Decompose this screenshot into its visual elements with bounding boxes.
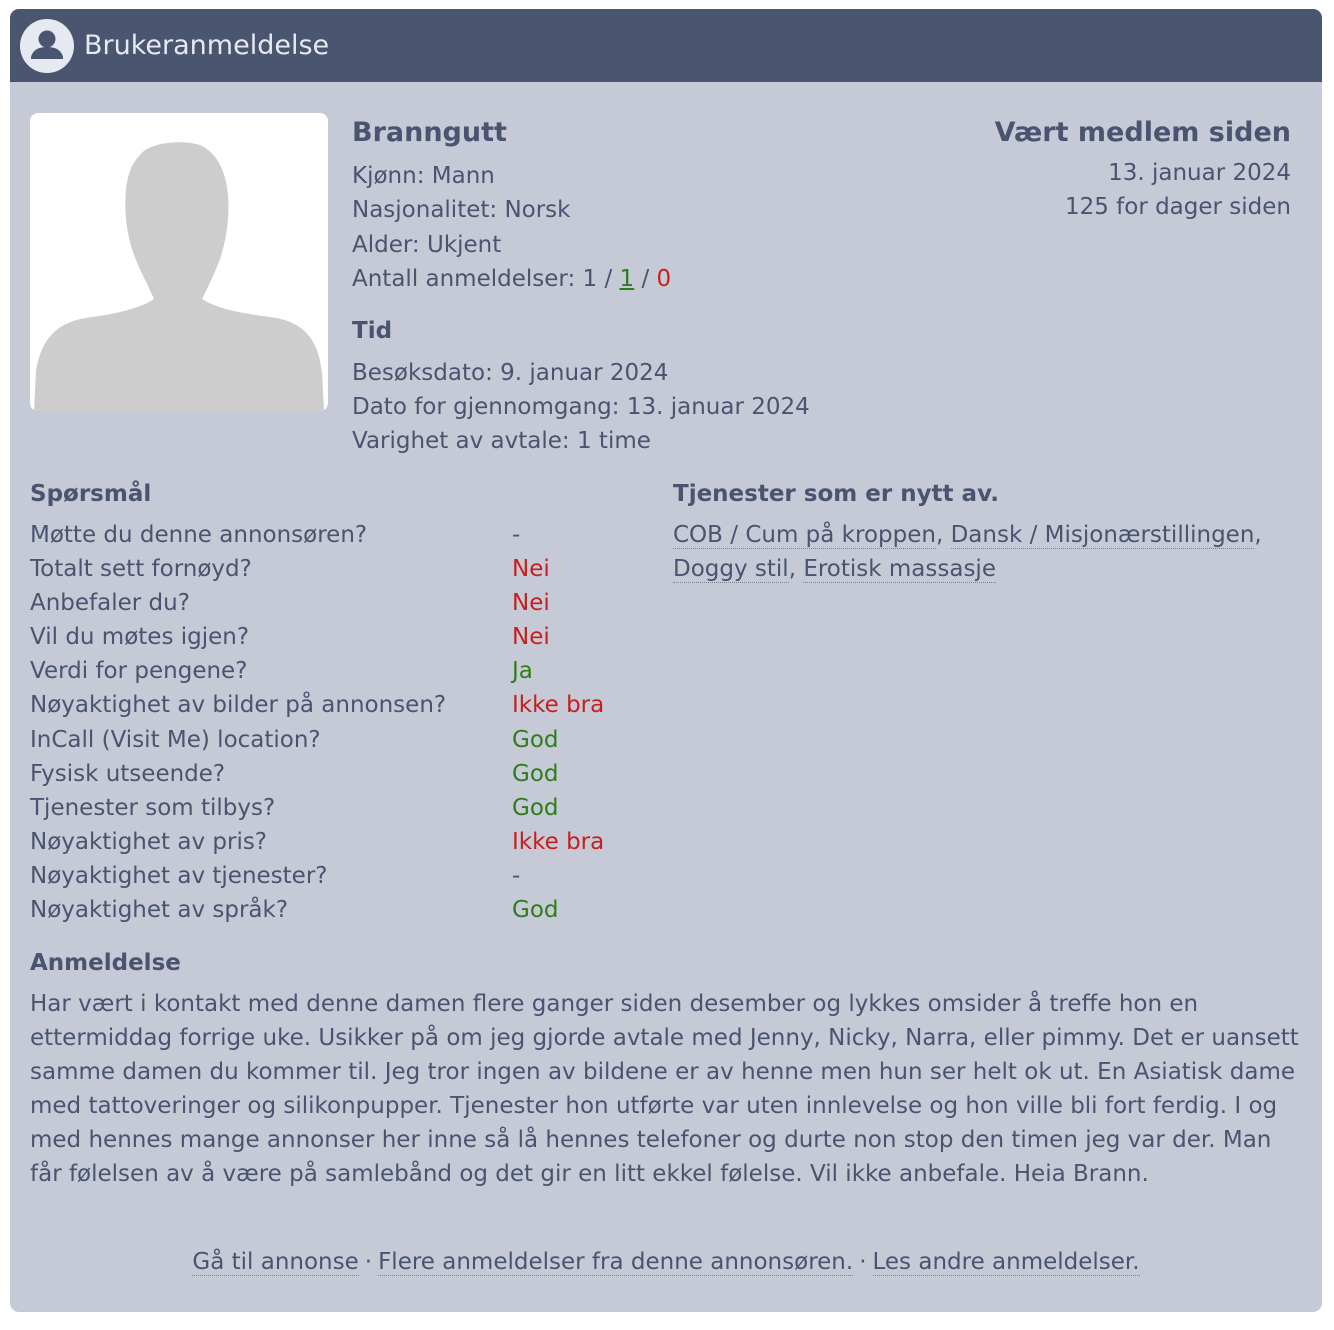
question-label: Møtte du denne annonsøren? — [30, 522, 368, 548]
question-row — [30, 757, 650, 791]
question-answer: Ja — [512, 658, 533, 685]
age: Alder: Ukjent — [352, 231, 502, 258]
footer-separator: · — [859, 1249, 867, 1275]
member-since-title: Vært medlem siden — [994, 117, 1291, 148]
review-count — [352, 262, 671, 296]
member-since-days: 125 for dager siden — [1064, 194, 1291, 221]
question-answer: Nei — [512, 624, 550, 651]
time-info — [352, 356, 810, 458]
member-since — [995, 117, 1291, 225]
footer-link[interactable]: Gå til annonse — [192, 1249, 359, 1275]
person-silhouette-icon — [30, 113, 328, 411]
time-title: Tid — [352, 318, 393, 344]
questions-list — [30, 518, 650, 927]
question-label: InCall (Visit Me) location? — [30, 726, 321, 753]
service-link[interactable]: COB / Cum på kroppen — [673, 522, 936, 548]
question-row — [30, 586, 650, 620]
question-row — [30, 825, 650, 859]
service-separator: , — [1254, 522, 1262, 548]
user-circle-icon — [20, 19, 74, 73]
question-row — [30, 654, 650, 688]
question-row — [30, 723, 650, 757]
question-answer: Ikke bra — [512, 828, 605, 855]
visit-date: Besøksdato: 9. januar 2024 — [352, 360, 669, 386]
question-label: Nøyaktighet av pris? — [30, 828, 268, 855]
questions-title: Spørsmål — [30, 481, 152, 507]
service-link[interactable]: Doggy stil — [673, 556, 789, 582]
review-date: Dato for gjennomgang: 13. januar 2024 — [352, 394, 810, 420]
duration: Varighet av avtale: 1 time — [352, 428, 651, 454]
question-row — [30, 791, 650, 825]
question-row — [30, 893, 650, 927]
user-name: Branngutt — [352, 117, 507, 148]
question-row — [30, 859, 650, 893]
footer-link[interactable]: Les andre anmeldelser. — [872, 1249, 1140, 1275]
services-title: Tjenester som er nytt av. — [673, 481, 999, 507]
question-label: Fysisk utseende? — [30, 760, 226, 787]
service-link[interactable]: Dansk / Misjonærstillingen — [950, 522, 1255, 548]
question-label: Vil du møtes igjen? — [30, 624, 250, 651]
question-answer: - — [512, 522, 521, 548]
question-label: Verdi for pengene? — [30, 658, 248, 685]
question-answer: God — [512, 794, 559, 821]
question-answer: Nei — [512, 590, 550, 617]
question-label: Tjenester som tilbys? — [30, 794, 276, 821]
review-card — [10, 9, 1322, 1312]
review-title: Anmeldelse — [30, 950, 181, 976]
question-row — [30, 552, 650, 586]
question-answer: Nei — [512, 556, 550, 583]
question-answer: God — [512, 760, 559, 787]
profile-info — [352, 159, 671, 296]
question-answer: God — [512, 726, 559, 753]
service-separator: , — [935, 522, 951, 548]
question-row — [30, 688, 650, 722]
question-answer: God — [512, 897, 559, 924]
review-count-label: Antall anmeldelser: 1 / — [352, 265, 620, 292]
nationality: Nasjonalitet: Norsk — [352, 197, 571, 224]
review-count-sep: / — [634, 265, 657, 292]
service-link[interactable]: Erotisk massasje — [803, 556, 996, 582]
question-label: Anbefaler du? — [30, 590, 190, 617]
review-text: Har vært i kontakt med denne damen flere ganger siden desember og lykkes omsider å treffe hon en ettermiddag forrige uke. Usikker på om jeg gjorde avtale med Jenny, Nicky, Narra, eller pimmy. Det er uansett samme damen du kommer til. Jeg tror ingen av bildene er av henne men hun ser helt ok ut. En Asiatisk dame med tattoveringer og silikonpupper. Tjenester hon utførte var uten innlevelse og hon ville bli fort ferdig. I og med hennes mange annonser her inne så lå hennes telefoner og durte non stop den timen jeg var der. Man får følelsen av å være på samlebånd og det gir en litt ekkel følelse. Vil ikke anbefale. Heia Brann. — [30, 991, 1299, 1188]
footer-separator: · — [364, 1249, 373, 1275]
header-bar — [10, 9, 1322, 82]
review-count-positive[interactable]: 1 — [619, 265, 635, 292]
question-answer: Ikke bra — [512, 692, 605, 719]
footer-link[interactable]: Flere anmeldelser fra denne annonsøren. — [378, 1249, 854, 1275]
services-list — [673, 518, 1293, 586]
header-title: Brukeranmeldelse — [84, 30, 330, 61]
review-count-negative: 0 — [656, 265, 672, 292]
member-since-date: 13. januar 2024 — [1108, 160, 1291, 186]
question-label: Nøyaktighet av bilder på annonsen? — [30, 692, 447, 719]
question-label: Totalt sett fornøyd? — [30, 556, 252, 583]
question-answer: - — [512, 862, 521, 889]
gender: Kjønn: Mann — [352, 163, 495, 189]
question-row — [30, 620, 650, 654]
service-separator: , — [788, 556, 804, 582]
question-label: Nøyaktighet av tjenester? — [30, 862, 328, 889]
question-row — [30, 518, 650, 552]
avatar — [30, 113, 328, 411]
footer-links — [10, 1249, 1322, 1275]
question-label: Nøyaktighet av språk? — [30, 897, 289, 924]
